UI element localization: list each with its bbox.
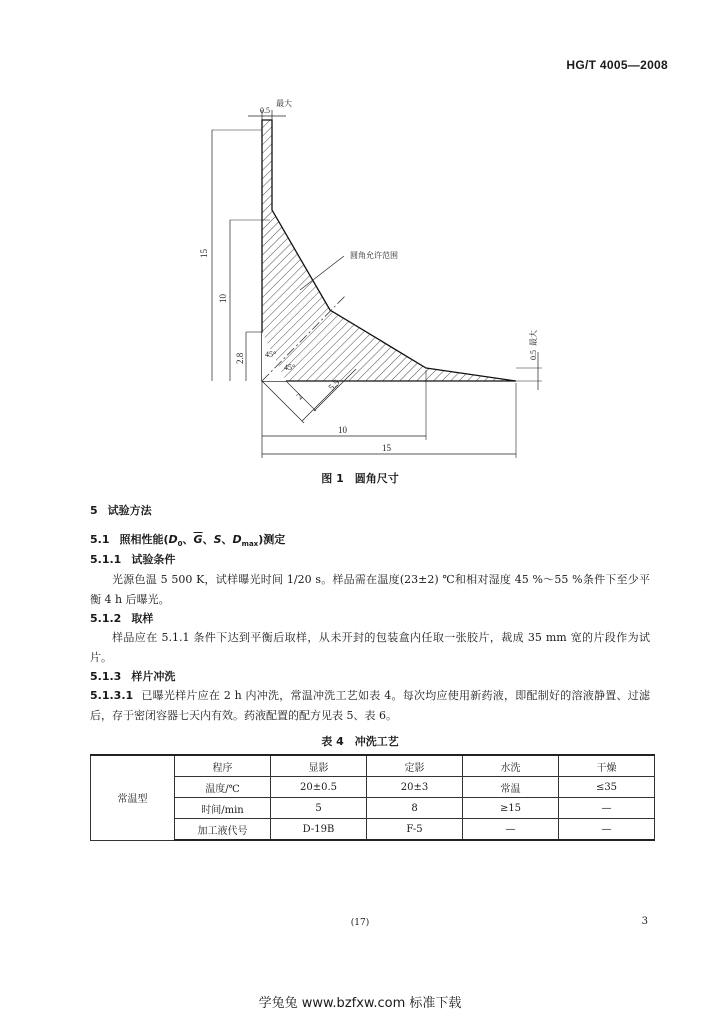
paragraph-5-1-2: 样品应在 5.1.1 条件下达到平衡后取样，从未开封的包装盒内任取一张胶片，裁成 35 mm 宽的片段作为试片。 <box>90 631 650 664</box>
figure-caption: 图 1 圆角尺寸 <box>321 472 399 485</box>
top-width-label: 0.5 <box>260 106 270 115</box>
document-code: HG/T 4005—2008 <box>566 58 668 72</box>
table-4-caption: 表 4 冲洗工艺 <box>321 735 399 748</box>
table-header: 显影 <box>271 755 367 777</box>
table-cell: — <box>463 819 559 841</box>
table-cell: 常温 <box>463 777 559 798</box>
table-cell: 5 <box>271 798 367 819</box>
footer-center-number: (17) <box>350 918 370 928</box>
section-5-1-heading: 5.1 照相性能($D_0$、$\overline{G}$、S、$D_{max}$)测定 <box>90 533 286 549</box>
group-cell: 常温型 <box>91 755 175 840</box>
table-header: 干燥 <box>559 755 655 777</box>
table-cell: ≤35 <box>559 777 655 798</box>
table-4-process <box>90 754 655 841</box>
table-row <box>91 819 655 841</box>
angle-b-label: 45° <box>284 363 296 372</box>
table-header: 程序 <box>175 755 271 777</box>
height-15-label: 15 <box>199 249 209 258</box>
table-cell: — <box>559 798 655 819</box>
table-header: 水洗 <box>463 755 559 777</box>
corner-note-label: 圆角允许范围 <box>350 251 398 260</box>
table-cell: — <box>559 819 655 841</box>
angle-a-label: 45° <box>265 350 277 359</box>
right-width-label: 0.5 <box>529 350 538 360</box>
table-cell: F-5 <box>367 819 463 841</box>
page-number: 3 <box>641 916 648 927</box>
section-5-1-1-heading: 5.1.1 试验条件 <box>90 553 176 566</box>
table-cell: D-19B <box>271 819 367 841</box>
watermark-link[interactable]: 学兔兔 www.bzfxw.com 标准下载 <box>258 996 462 1011</box>
height-10-label: 10 <box>218 294 228 303</box>
section-5-heading: 5 试验方法 <box>90 504 152 517</box>
section-5-1-2-heading: 5.1.2 取样 <box>90 612 154 625</box>
bottom-15-label: 15 <box>382 443 391 453</box>
right-max-label: 最大 <box>529 330 538 346</box>
table-row <box>91 777 655 798</box>
bottom-10-label: 10 <box>338 425 347 435</box>
table-cell: ≥15 <box>463 798 559 819</box>
paragraph-5-1-1: 光源色温 5 500 K，试样曝光时间 1/20 s。样品需在温度(23±2) ℃和相对湿度 45 %～55 %条件下至少平衡 4 h 后曝光。 <box>90 573 650 606</box>
section-5-1-3-heading: 5.1.3 样片冲洗 <box>90 670 176 683</box>
paragraph-5-1-3-1: 5.1.3.1 已曝光样片应在 2 h 内冲洗，常温冲洗工艺如表 4。每次均应使用新药液，即配制好的溶液静置、过滤后，存于密闭容器七天内有效。药液配置的配方见表 5、表 6。 <box>90 689 650 722</box>
table-cell: 时间/min <box>175 798 271 819</box>
table-cell: 20±3 <box>367 777 463 798</box>
fillet-dimension-figure <box>190 98 560 468</box>
table-cell: 加工液代号 <box>175 819 271 841</box>
table-cell: 8 <box>367 798 463 819</box>
table-row <box>91 798 655 819</box>
diag-5-5-label: 5.5 <box>326 377 342 393</box>
table-header: 定影 <box>367 755 463 777</box>
table-cell: 20±0.5 <box>271 777 367 798</box>
height-2-8-label: 2.8 <box>235 352 245 364</box>
table-cell: 温度/℃ <box>175 777 271 798</box>
top-max-label: 最大 <box>276 99 292 108</box>
diag-2-label: 2 <box>294 391 305 402</box>
